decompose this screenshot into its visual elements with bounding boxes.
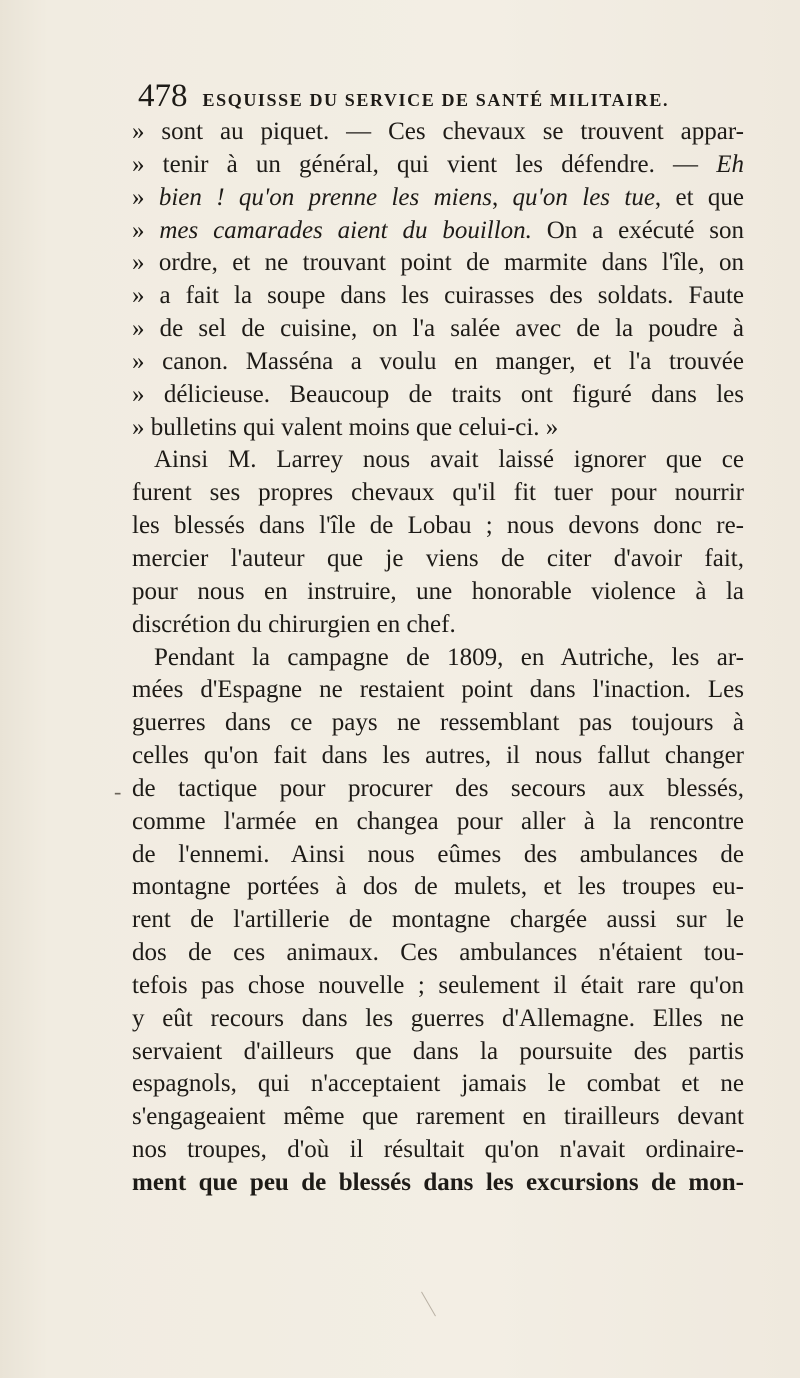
italic-segment: mes camarades aient du bouillon. [159, 216, 532, 244]
text-line: ment que peu de blessés dans les excursions de mon- [132, 1169, 744, 1196]
text-line: furent ses propres chevaux qu'il fit tuer pour nourrir [132, 479, 744, 507]
text-segment: , [491, 183, 513, 211]
text-line: espagnols, qui n'acceptaient jamais le combat et ne [132, 1070, 744, 1098]
text-line: pour nous en instruire, une honorable violence à la [132, 577, 744, 605]
text-line: comme l'armée en changea pour aller à la rencontre [132, 807, 744, 835]
body-text [132, 116, 744, 1200]
text-line: » a fait la soupe dans les cuirasses des soldats. Faute [132, 282, 744, 310]
text-segment: , et que [654, 183, 745, 211]
page-number: 478 [138, 78, 188, 114]
page-header [138, 78, 748, 118]
text-segment: On a exécuté son [531, 216, 744, 244]
text-line: dos de ces animaux. Ces ambulances n'étaient tou- [132, 939, 744, 967]
text-line [132, 215, 744, 248]
text-line: y eût recours dans les guerres d'Allemagne. Elles ne [132, 1004, 744, 1032]
text-line: montagne portées à dos de mulets, et les troupes eu- [132, 873, 744, 901]
text-segment: » [132, 216, 160, 244]
text-line: rent de l'artillerie de montagne chargée aussi sur le [132, 906, 744, 934]
text-line: de l'ennemi. Ainsi nous eûmes des ambulances de [132, 840, 744, 868]
text-line: mées d'Espagne ne restaient point dans l'inaction. Les [132, 676, 744, 704]
text-line: de tactique pour procurer des secours aux blessés, [132, 774, 744, 802]
text-line: discrétion du chirurgien en chef. [132, 610, 456, 638]
text-segment: » [132, 183, 159, 211]
text-line [132, 149, 744, 182]
text-line: nos troupes, d'où il résultait qu'on n'avait ordinaire- [132, 1136, 744, 1164]
text-line: » de sel de cuisine, on l'a salée avec de la poudre à [132, 315, 744, 343]
text-line: » délicieuse. Beaucoup de traits ont figuré dans les [132, 380, 744, 408]
paper-blemish [421, 1292, 436, 1317]
running-head: ESQUISSE DU SERVICE DE SANTÉ MILITAIRE. [202, 90, 670, 110]
italic-segment: qu'on les tue [512, 183, 655, 211]
text-line: tefois pas chose nouvelle ; seulement il était rare qu'on [132, 971, 744, 999]
text-line: » sont au piquet. — Ces chevaux se trouvent appar- [132, 118, 744, 145]
italic-segment: Eh [716, 150, 744, 178]
text-line: Ainsi M. Larrey nous avait laissé ignorer que ce [154, 446, 744, 474]
margin-mark: - [114, 779, 122, 804]
text-line: » ordre, et ne trouvant point de marmite dans l'île, on [132, 249, 744, 277]
text-line: mercier l'auteur que je viens de citer d'avoir fait, [132, 544, 744, 572]
text-line: s'engageaient même que rarement en tirailleurs devant [132, 1103, 744, 1131]
text-segment: » tenir à un général, qui vient les défendre. — [132, 150, 717, 178]
text-line: guerres dans ce pays ne ressemblant pas toujours à [132, 709, 744, 737]
text-line: » bulletins qui valent moins que celui-ci. » [132, 413, 559, 441]
text-line: Pendant la campagne de 1809, en Autriche, les ar- [154, 643, 744, 671]
text-line: » canon. Masséna a voulu en manger, et l'a trouvée [132, 347, 744, 375]
text-line [132, 182, 744, 215]
italic-segment: bien ! qu'on prenne les miens [158, 183, 492, 211]
text-line: celles qu'on fait dans les autres, il nous fallut changer [132, 742, 744, 770]
text-line: servaient d'ailleurs que dans la poursuite des partis [132, 1037, 744, 1065]
text-line: les blessés dans l'île de Lobau ; nous devons donc re- [132, 512, 744, 540]
